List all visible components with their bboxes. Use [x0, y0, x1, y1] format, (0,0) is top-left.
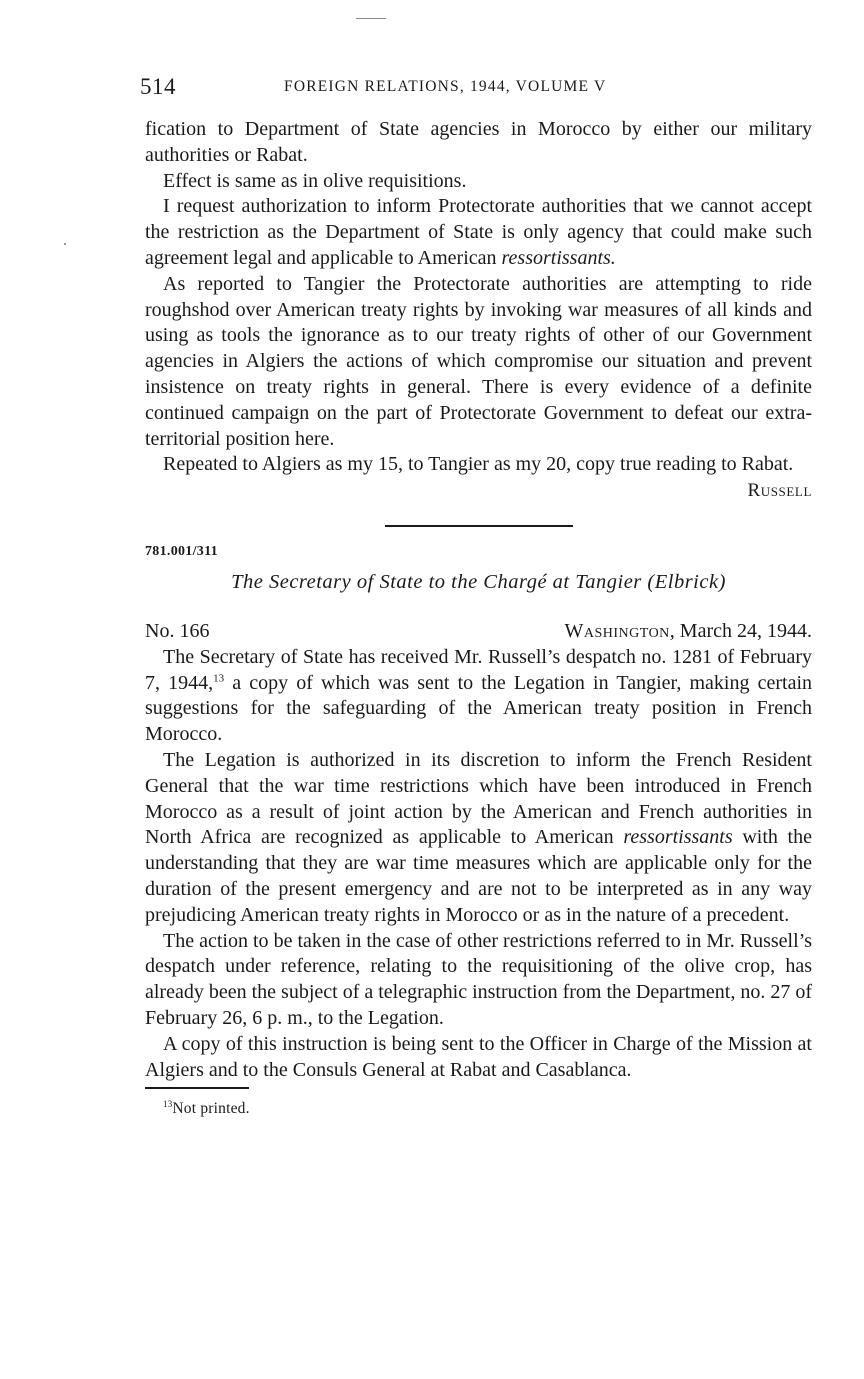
- document-heading: [145, 570, 812, 594]
- footnote-marker: 13: [163, 1099, 173, 1110]
- heading-text: The Secretary of State to the Chargé at Tangier (: [231, 570, 655, 593]
- paragraph: Effect is same as in olive requisitions.: [163, 169, 467, 192]
- footnote-reference: 13: [213, 671, 225, 684]
- paragraph: Repeated to Algiers as my 15, to Tangier as my 20, copy true reading to Rabat.: [163, 453, 794, 476]
- heading-close: ): [718, 570, 726, 593]
- file-number: 781.001/311: [145, 543, 218, 559]
- place-date: [565, 619, 813, 645]
- page-number: 514: [140, 74, 176, 99]
- paragraph-text: a copy of which was sent to the Legation in Tangier, making certain suggestions for the safeguarding of the American treaty position in French Morocco.: [145, 671, 813, 746]
- paragraph: As reported to Tangier the Protectorate authorities are attempting to ride roughshod over American treaty rights by invoking war measures of all kinds and using as tools the ignorance as to our treaty rights of other of our Government agencies in Algiers the actions of which compromise our situation and prevent insistence on treaty rights in general. There is every evidence of a definite continued campaign on the part of Protectorate Government to defeat our extraterritorial position here.: [145, 272, 812, 450]
- paragraph-text: The Secretary of State has received Mr. Russell’s despatch no. 1281 of February 7, 1944,: [145, 645, 812, 694]
- paragraph-authorization-request: [145, 194, 812, 271]
- running-head: [140, 74, 812, 104]
- dateline: [145, 619, 812, 645]
- paragraph: A copy of this instruction is being sent to the Officer in Charge of the Mission at Algiers and to the Consuls General at Rabat and Casablanca.: [145, 1032, 812, 1081]
- paragraph: [145, 748, 812, 929]
- footnote: [163, 1099, 812, 1119]
- margin-mark: [64, 243, 66, 245]
- italic-term: ressortissants.: [501, 246, 616, 269]
- paragraph-text: with the understanding that they are war time measures which are applicable only for the duration of the present emergency and are not to be interpreted as in any way prejudicing American treaty rights in Morocco or as in the nature of a precedent.: [145, 826, 812, 926]
- heading-recipient: Elbrick: [654, 570, 719, 593]
- paragraph: [145, 645, 812, 748]
- date: , March 24, 1944.: [669, 619, 812, 642]
- footnote-text: Not printed.: [172, 1100, 250, 1118]
- paragraph-text: I request authorization to inform Protectorate authorities that we cannot accept the restriction as the Department of State is only agency that could make such agreement legal and applicable to American: [145, 195, 812, 269]
- place: Washington: [564, 619, 670, 642]
- paragraph-text: The Legation is authorized in its discretion to inform the French Resident General that the war time restrictions which have been introduced in French Morocco as a result of joint action by the American and French authorities in North Africa are recognized as applicable to American: [145, 748, 812, 849]
- instruction-number: No. 166: [145, 619, 210, 642]
- paragraph: The action to be taken in the case of other restrictions referred to in Mr. Russell’s despatch under reference, relating to the requisitioning of the olive crop, has already been the subject of a telegraphic instruction from the Department, no. 27 of February 26, 6 p. m., to the Legation.: [145, 929, 812, 1029]
- section-separator: [385, 525, 573, 527]
- top-rule: [356, 18, 386, 19]
- body-column: [145, 117, 812, 1119]
- italic-term: ressortissants: [623, 826, 733, 849]
- footnote-rule: [145, 1087, 249, 1089]
- paragraph-continuation: fication to Department of State agencies in Morocco by either our military authorities or Rabat.: [145, 118, 812, 166]
- signature: Russell: [747, 480, 812, 502]
- running-title: FOREIGN RELATIONS, 1944, VOLUME V: [284, 78, 607, 95]
